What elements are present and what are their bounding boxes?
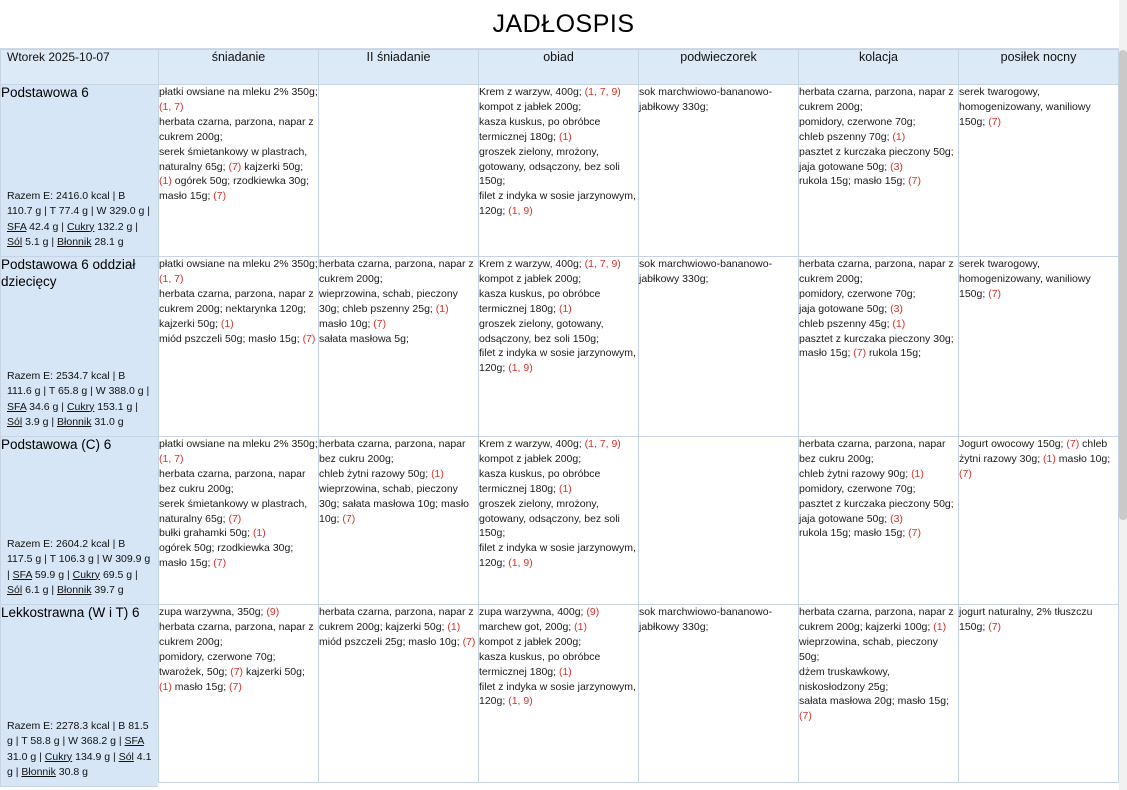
meal-cell-posilek-nocny: serek twarogowy, homogenizowany, waniliowy 150g; (7) bbox=[959, 257, 1119, 437]
column-header-sniadanie: śniadanie bbox=[159, 50, 319, 85]
meal-cell-kolacja: herbata czarna, parzona, napar z cukrem 200g; pomidory, czerwone 70g; chleb pszenny 70g; (1) pasztet z kurczaka pieczony 50g; jaja gotowane 50g; (3) rukola 15g; masło 15g; (7) bbox=[799, 85, 959, 257]
meal-cell-obiad: zupa warzywna, 400g; (9) marchew got, 200g; (1) kompot z jabłek 200g; kasza kuskus, po obróbce termicznej 180g; (1) filet z indyka w sosie jarzynowym, 120g; (1, 9) bbox=[479, 605, 639, 787]
column-header-obiad: obiad bbox=[479, 50, 639, 85]
meal-cell-posilek-nocny: Jogurt owocowy 150g; (7) chleb żytni razowy 30g; (1) masło 10g; (7) bbox=[959, 437, 1119, 605]
meal-cell-ii-sniadanie: herbata czarna, parzona, napar bez cukru 200g; chleb żytni razowy 50g; (1) wieprzowina, schab, pieczony 30g; sałata masłowa 10g; masło 10g; (7) bbox=[319, 437, 479, 605]
meal-cell-obiad: Krem z warzyw, 400g; (1, 7, 9) kompot z jabłek 200g; kasza kuskus, po obróbce termicznej 180g; (1) groszek zielony, mrożony, gotowany, odsączony, bez soli 150g; filet z indyka w sosie jarzynowym, 120g; (1, 9) bbox=[479, 85, 639, 257]
meal-cell-kolacja: herbata czarna, parzona, napar z cukrem 200g; kajzerki 100g; (1) wieprzowina, schab, pieczony 50g; dżem truskawkowy, niskosłodzony 25g; sałata masłowa 20g; masło 15g; (7) bbox=[799, 605, 959, 787]
diet-name: Podstawowa 6 oddział dziecięcy bbox=[1, 257, 136, 289]
scrollbar-thumb[interactable] bbox=[1119, 50, 1127, 520]
diet-summary: Razem E: 2416.0 kcal | B 110.7 g | T 77.4 g | W 329.0 g | SFA 42.4 g | Cukry 132.2 g | Sól 5.1 g | Błonnik 28.1 g bbox=[7, 190, 151, 248]
meal-cell-sniadanie: płatki owsiane na mleku 2% 350g; (1, 7) herbata czarna, parzona, napar z cukrem 200g; serek śmietankowy w plastrach, naturalny 65g; (7) kajzerki 50g; (1) ogórek 50g; rzodkiewka 30g; masło 15g; (7) bbox=[159, 85, 319, 257]
vertical-scrollbar[interactable] bbox=[1119, 0, 1127, 790]
meal-cell-podwieczorek: sok marchwiowo-bananowo-jabłkowy 330g; bbox=[639, 257, 799, 437]
diet-summary: Razem E: 2534.7 kcal | B 111.6 g | T 65.8 g | W 388.0 g | SFA 34.6 g | Cukry 153.1 g | Sól 3.9 g | Błonnik 31.0 g bbox=[7, 370, 150, 428]
table-body bbox=[1, 85, 1119, 787]
table-bottom-edge bbox=[158, 782, 1119, 790]
diet-cell bbox=[1, 437, 159, 605]
date-header: Wtorek 2025-10-07 bbox=[1, 50, 159, 85]
page-title-bar bbox=[0, 0, 1127, 49]
diet-name: Podstawowa (C) 6 bbox=[1, 437, 112, 452]
diet-cell bbox=[1, 605, 159, 787]
column-header-posilek-nocny: posiłek nocny bbox=[959, 50, 1119, 85]
table-row bbox=[1, 605, 1119, 787]
diet-summary: Razem E: 2604.2 kcal | B 117.5 g | T 106.3 g | W 309.9 g | SFA 59.9 g | Cukry 69.5 g | Sól 6.1 g | Błonnik 39.7 g bbox=[7, 538, 151, 596]
column-header-kolacja: kolacja bbox=[799, 50, 959, 85]
meal-cell-ii-sniadanie: herbata czarna, parzona, napar z cukrem 200g; wieprzowina, schab, pieczony 30g; chleb pszenny 25g; (1) masło 10g; (7) sałata masłowa 5g; bbox=[319, 257, 479, 437]
meal-cell-sniadanie: płatki owsiane na mleku 2% 350g; (1, 7) herbata czarna, parzona, napar z cukrem 200g; nektarynka 120g; kajzerki 50g; (1) miód pszczeli 50g; masło 15g; (7) bbox=[159, 257, 319, 437]
column-header-ii-sniadanie: II śniadanie bbox=[319, 50, 479, 85]
table-header bbox=[1, 50, 1119, 85]
meal-cell-kolacja: herbata czarna, parzona, napar bez cukru 200g; chleb żytni razowy 90g; (1) pomidory, czerwone 70g; pasztet z kurczaka pieczony 50g; jaja gotowane 50g; (3) rukola 15g; masło 15g; (7) bbox=[799, 437, 959, 605]
diet-name: Lekkostrawna (W i T) 6 bbox=[1, 605, 140, 620]
diet-summary: Razem E: 2278.3 kcal | B 81.5 g | T 58.8 g | W 368.2 g | SFA 31.0 g | Cukry 134.9 g | Sól 4.1 g | Błonnik 30.8 g bbox=[7, 720, 152, 778]
meal-cell-sniadanie: płatki owsiane na mleku 2% 350g; (1, 7) herbata czarna, parzona, napar bez cukru 200g; serek śmietankowy w plastrach, naturalny 65g; (7) bułki grahamki 50g; (1) ogórek 50g; rzodkiewka 30g; masło 15g; (7) bbox=[159, 437, 319, 605]
table-row bbox=[1, 437, 1119, 605]
menu-table bbox=[0, 49, 1119, 787]
diet-cell bbox=[1, 257, 159, 437]
meal-cell-podwieczorek bbox=[639, 437, 799, 605]
meal-cell-ii-sniadanie: herbata czarna, parzona, napar z cukrem 200g; kajzerki 50g; (1) miód pszczeli 25g; masło 10g; (7) bbox=[319, 605, 479, 787]
meal-cell-podwieczorek: sok marchwiowo-bananowo-jabłkowy 330g; bbox=[639, 85, 799, 257]
meal-cell-sniadanie: zupa warzywna, 350g; (9) herbata czarna, parzona, napar z cukrem 200g; pomidory, czerwone 70g; twarożek, 50g; (7) kajzerki 50g; (1) masło 15g; (7) bbox=[159, 605, 319, 787]
diet-cell bbox=[1, 85, 159, 257]
meal-cell-podwieczorek: sok marchwiowo-bananowo-jabłkowy 330g; bbox=[639, 605, 799, 787]
meal-cell-ii-sniadanie bbox=[319, 85, 479, 257]
meal-cell-obiad: Krem z warzyw, 400g; (1, 7, 9) kompot z jabłek 200g; kasza kuskus, po obróbce termicznej 180g; (1) groszek zielony, mrożony, gotowany, odsączony, bez soli 150g; filet z indyka w sosie jarzynowym, 120g; (1, 9) bbox=[479, 437, 639, 605]
meal-cell-kolacja: herbata czarna, parzona, napar z cukrem 200g; pomidory, czerwone 70g; jaja gotowane 50g; (3) chleb pszenny 45g; (1) pasztet z kurczaka pieczony 30g; masło 15g; (7) rukola 15g; bbox=[799, 257, 959, 437]
header-row bbox=[1, 50, 1119, 85]
meal-cell-posilek-nocny: serek twarogowy, homogenizowany, waniliowy 150g; (7) bbox=[959, 85, 1119, 257]
meal-cell-obiad: Krem z warzyw, 400g; (1, 7, 9) kompot z jabłek 200g; kasza kuskus, po obróbce termicznej 180g; (1) groszek zielony, gotowany, odsączony, bez soli 150g; filet z indyka w sosie jarzynowym, 120g; (1, 9) bbox=[479, 257, 639, 437]
meal-cell-posilek-nocny: jogurt naturalny, 2% tłuszczu 150g; (7) bbox=[959, 605, 1119, 787]
column-header-podwieczorek: podwieczorek bbox=[639, 50, 799, 85]
table-row bbox=[1, 257, 1119, 437]
page-title: JADŁOSPIS bbox=[492, 9, 635, 38]
table-row bbox=[1, 85, 1119, 257]
diet-name: Podstawowa 6 bbox=[1, 85, 89, 100]
